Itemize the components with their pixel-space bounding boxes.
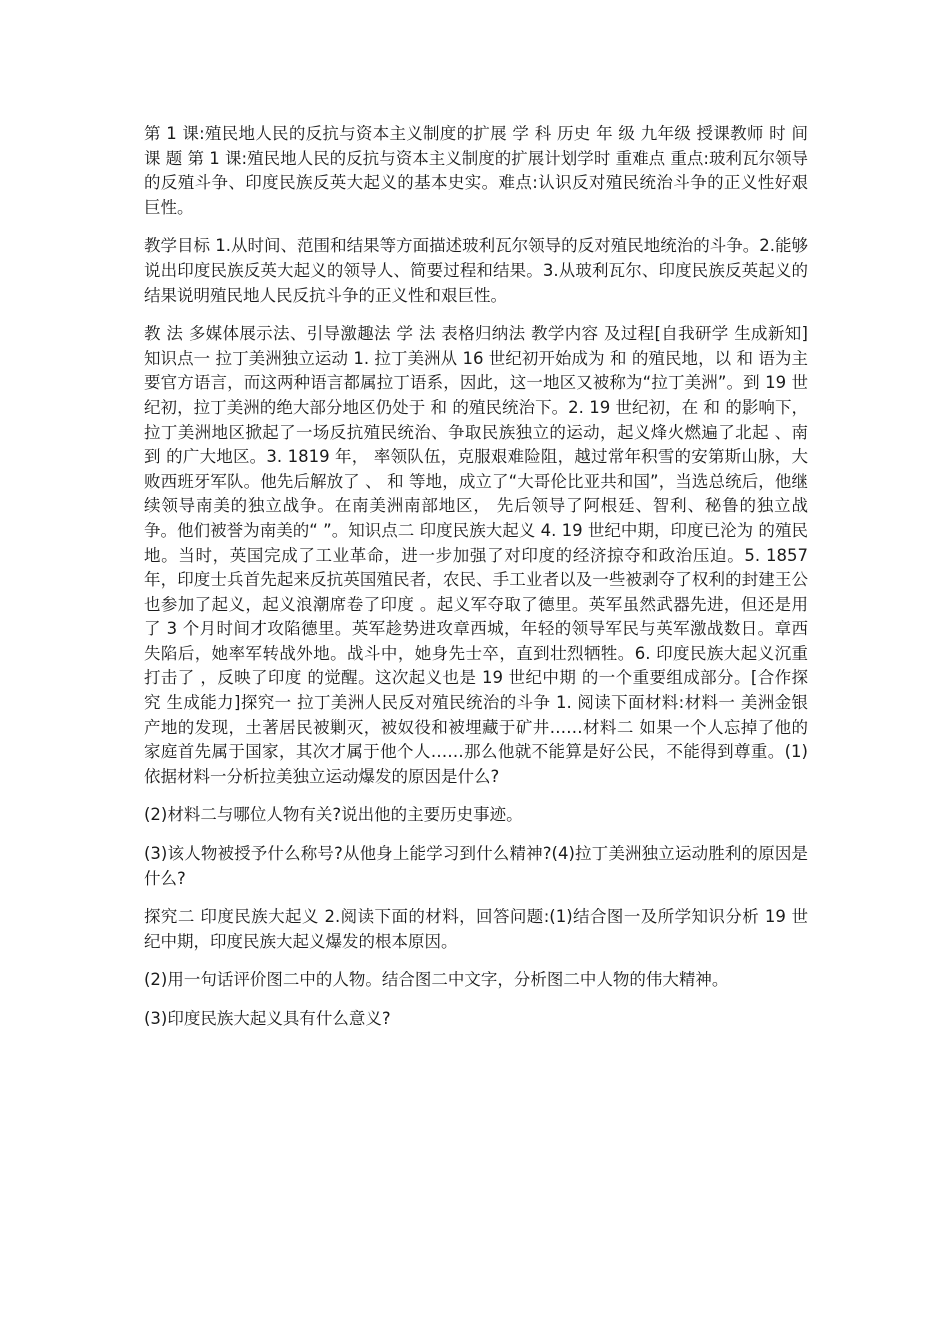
paragraph-content: 教 法 多媒体展示法、引导激趣法 学 法 表格归纳法 教学内容 及过程[自我研学 生成新知]知识点一 拉丁美洲独立运动 1. 拉丁美洲从 16 世纪初开始成为 和 的殖民地，以 和 语为主要官方语言，而这两种语言都属拉丁语系，因此，这一地区又被称为“拉丁美洲”。到 19 世纪初，拉丁美洲的绝大部分地区仍处于 和 的殖民统治下。2. 19 世纪初，在 和 的影响下，拉丁美洲地区掀起了一场反抗殖民统治、争取民族独立的运动，起义烽火燃遍了北起 、南到 的广大地区。3. 1819 年， 率领队伍，克服艰难险阻，越过常年积雪的安第斯山脉，大败西班牙军队。他先后解放了 、 和 等地，成立了“大哥伦比亚共和国”，当选总统后，他继续领导南美的独立战争。在南美洲南部地区， 先后领导了阿根廷、智利、秘鲁的独立战争。他们被誉为南美的“ ”。知识点二 印度民族大起义 4. 19 世纪中期，印度已沦为 的殖民地。当时，英国完成了工业革命，进一步加强了对印度的经济掠夺和政治压迫。5. 1857 年，印度士兵首先起来反抗英国殖民者，农民、手工业者以及一些被剥夺了权利的封建王公也参加了起义，起义浪潮席卷了印度 。起义军夺取了德里。英军虽然武器先进，但还是用了 3 个月时间才攻陷德里。英军趁势进攻章西城，年轻的领导军民与英军激战数日。章西失陷后，她率军转战外地。战斗中，她身先士卒，直到壮烈牺牲。6. 印度民族大起义沉重打击了 ，反映了印度 的觉醒。这次起义也是 19 世纪中期 的一个重要组成部分。[合作探究 生成能力]探究一 拉丁美洲人民反对殖民统治的斗争 1. 阅读下面材料:材料一 美洲金银产地的发现，土著居民被剿灭，被奴役和被埋藏于矿井……材料二 如果一个人忘掉了他的家庭首先属于国家，其次才属于他个人……那么他就不能算是好公民，不能得到尊重。(1)依据材料一分析拉美独立运动爆发的原因是什么? bbox=[144, 324, 808, 786]
paragraph-question-3-4: (3)该人物被授予什么称号?从他身上能学习到什么精神?(4)拉丁美洲独立运动胜利的原因是什么? bbox=[144, 844, 808, 888]
paragraph-objectives: 教学目标 1.从时间、范围和结果等方面描述玻利瓦尔领导的反对殖民地统治的斗争。2.能够说出印度民族反英大起义的领导人、简要过程和结果。3.从玻利瓦尔、印度民族反英起义的结果说明殖民地人民反抗斗争的正义性和艰巨性。 bbox=[144, 236, 808, 305]
paragraph-inquiry-two-q3: (3)印度民族大起义具有什么意义? bbox=[144, 1009, 391, 1028]
paragraph-inquiry-two-q2: (2)用一句话评价图二中的人物。结合图二中文字，分析图二中人物的伟大精神。 bbox=[144, 970, 729, 990]
document-page bbox=[144, 122, 808, 1046]
paragraph-header: 第 1 课:殖民地人民的反抗与资本主义制度的扩展 学 科 历史 年 级 九年级 授课教师 时 间 课 题 第 1 课:殖民地人民的反抗与资本主义制度的扩展计划学时 重难点 重点:玻利瓦尔领导的反殖斗争、印度民族反英大起义的基本史实。难点:认识反对殖民统治斗争的正义性好艰巨性。 bbox=[144, 124, 808, 217]
paragraph-question-2: (2)材料二与哪位人物有关?说出他的主要历史事迹。 bbox=[144, 805, 523, 825]
paragraph-inquiry-two: 探究二 印度民族大起义 2.阅读下面的材料，回答问题:(1)结合图一及所学知识分析 19 世纪中期，印度民族大起义爆发的根本原因。 bbox=[144, 907, 808, 951]
